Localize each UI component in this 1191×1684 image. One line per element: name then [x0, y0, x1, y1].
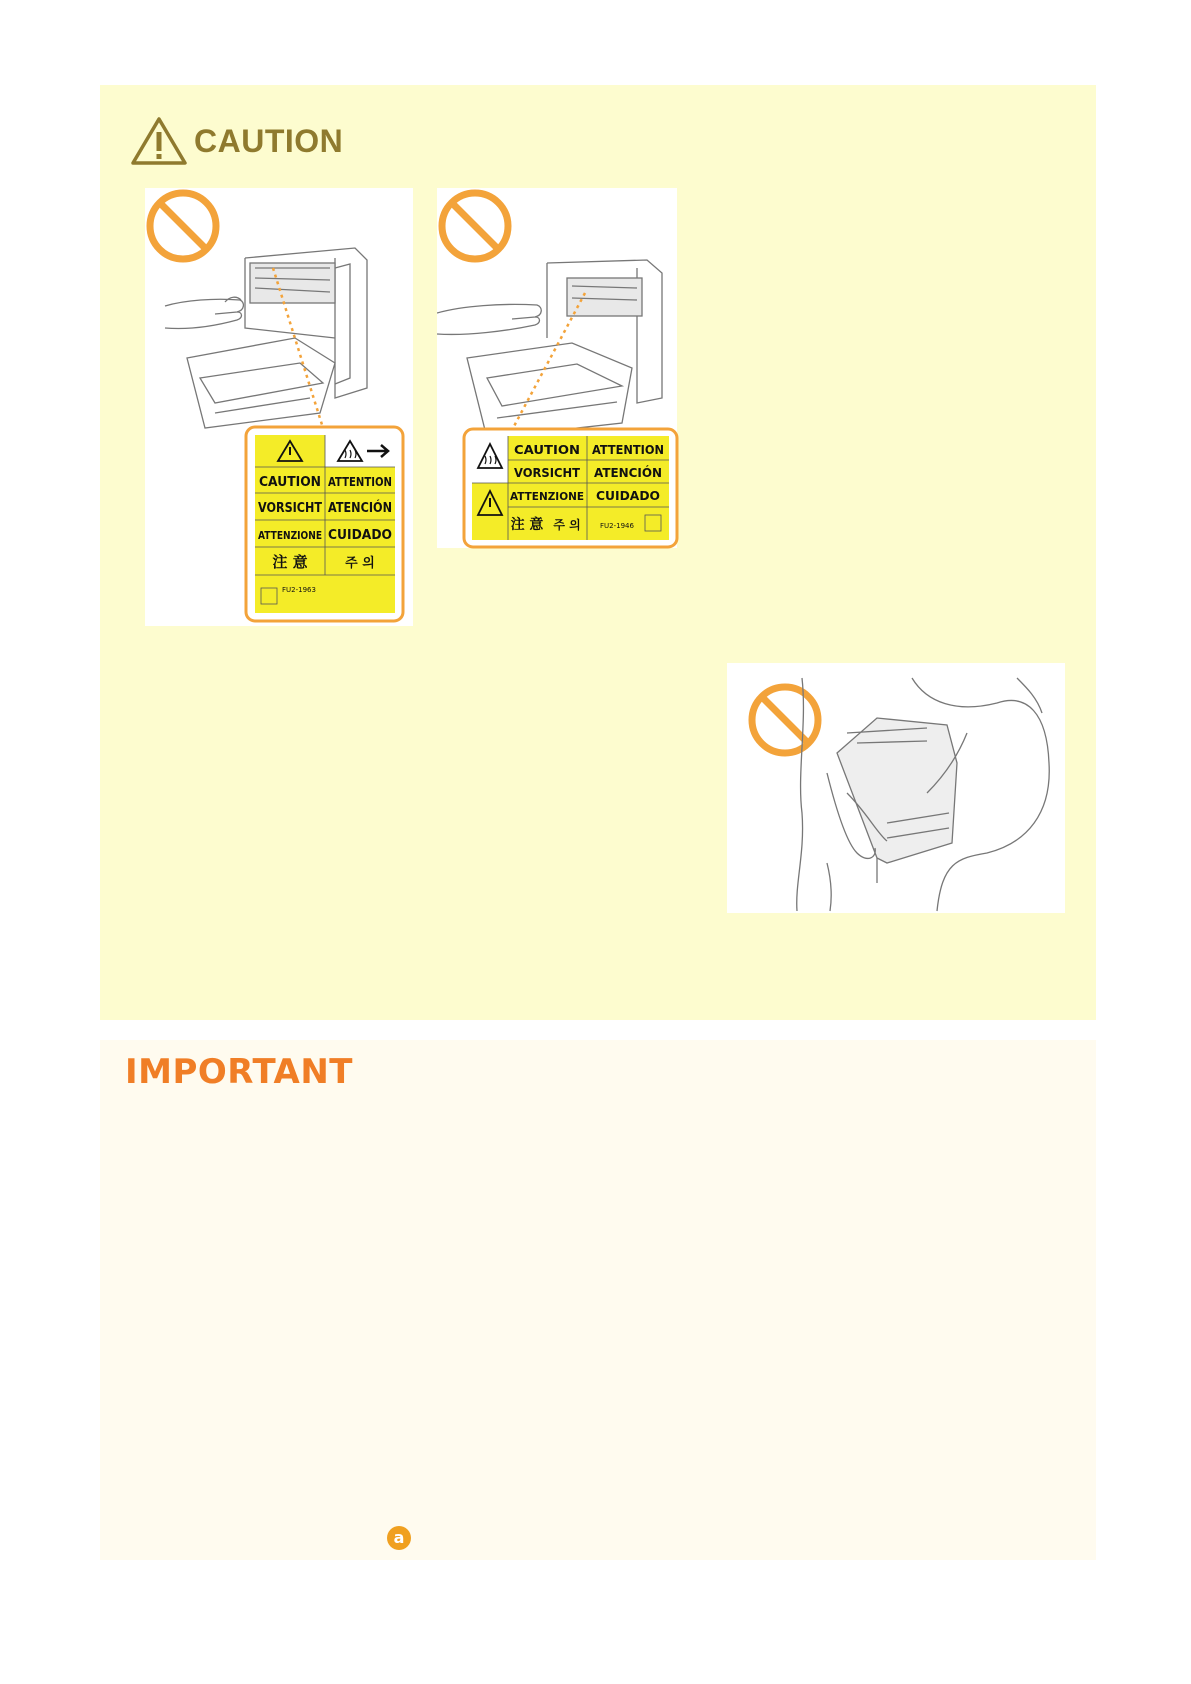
hand-drawing	[437, 304, 541, 334]
label-2-attention: ATTENTION	[592, 443, 664, 457]
label-2-attenzione: ATTENZIONE	[510, 490, 584, 503]
label-1-code: FU2-1963	[282, 586, 316, 594]
label-2-vorsicht: VORSICHT	[514, 466, 581, 480]
illustration-rear-cover-hot	[145, 188, 413, 626]
printer-drawing	[187, 248, 367, 428]
label-1-vorsicht: VORSICHT	[258, 501, 323, 516]
warning-triangle-icon	[130, 116, 188, 166]
label-1-korean: 주 의	[345, 556, 375, 571]
caution-header	[130, 115, 343, 167]
person-lifting-drawing	[797, 678, 1050, 911]
caution-title: CAUTION	[194, 122, 344, 159]
label-1-atencion: ATENCIÓN	[328, 501, 402, 516]
warning-label-1	[246, 427, 403, 621]
label-1-caution: CAUTION	[259, 475, 321, 490]
label-1-attenzione: ATTENZIONE	[258, 529, 322, 542]
label-1-chinese: 注 意	[272, 553, 308, 571]
caution-panel	[100, 85, 1096, 1020]
prohibition-icon	[150, 193, 216, 259]
important-title: IMPORTANT	[125, 1052, 353, 1092]
label-2-korean: 주 의	[553, 518, 581, 532]
label-1-cuidado: CUIDADO	[328, 528, 392, 543]
illustration-front-cover-hot	[437, 188, 677, 548]
warning-label-2	[464, 429, 677, 547]
hand-drawing	[165, 297, 243, 328]
label-2-chinese: 注 意	[510, 517, 544, 533]
label-1-attention: ATTENTION	[328, 475, 392, 489]
important-panel	[100, 1040, 1096, 1560]
leader-line	[512, 293, 585, 430]
printer-drawing	[467, 260, 662, 438]
label-2-atencion: ATENCIÓN	[594, 466, 663, 480]
prohibition-icon	[752, 687, 818, 753]
label-2-code: FU2-1946	[600, 522, 634, 530]
label-2-cuidado: CUIDADO	[596, 489, 660, 503]
prohibition-icon	[442, 193, 508, 259]
footnote-a-badge[interactable]: a	[387, 1526, 411, 1550]
illustration-do-not-lift-by-tray	[727, 663, 1065, 913]
label-2-caution: CAUTION	[514, 443, 580, 457]
